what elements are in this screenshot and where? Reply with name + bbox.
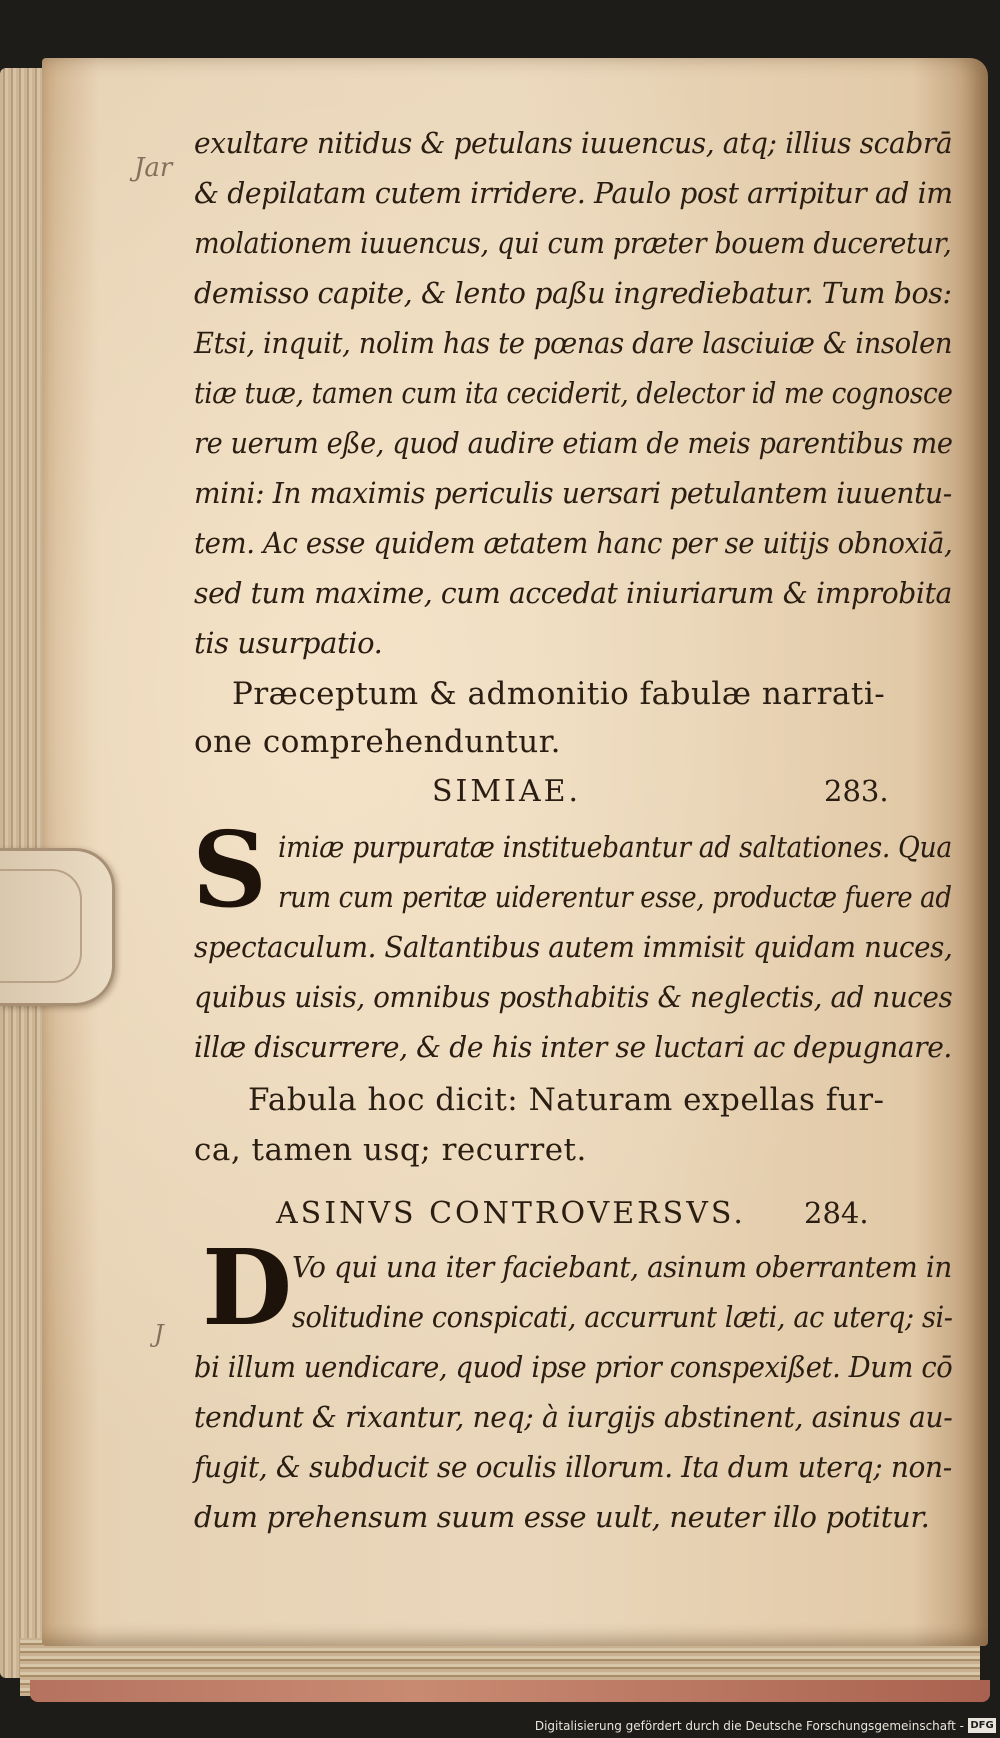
text-line: imiæ purpuratæ instituebantur ad saltationes. Qua: [278, 830, 952, 864]
text-line: sed tum maxime, cum accedat iniuriarum & improbita: [194, 576, 952, 610]
text-line: tem. Ac esse quidem ætatem hanc per se uitijs obnoxiā,: [194, 526, 953, 560]
text-line: mini: In maximis periculis uersari petulantem iuuentu-: [194, 476, 952, 510]
fable-heading: ASINVS CONTROVERSVS.: [276, 1196, 746, 1231]
text-line: exultare nitidus & petulans iuuencus, atq; illius scabrā: [194, 126, 953, 160]
moral-line: one comprehenduntur.: [194, 724, 561, 760]
text-line: illæ discurrere, & de his inter se luctari ac depugnare.: [194, 1030, 952, 1064]
text-line: solitudine conspicati, accurrunt læti, ac uterq; si-: [292, 1300, 953, 1334]
dfg-logo: DFG: [968, 1718, 996, 1733]
drop-cap-initial: D: [202, 1226, 293, 1349]
fable-heading: SIMIAE.: [432, 774, 582, 809]
marginal-note: Jar: [134, 153, 173, 183]
moral-line: Præceptum & admonitio fabulæ narrati-: [232, 676, 886, 712]
book-spread: [0, 58, 1000, 1698]
fable-number: 283.: [824, 774, 889, 808]
text-line: bi illum uendicare, quod ipse prior conspexißet. Dum cō: [194, 1350, 953, 1384]
text-line: molationem iuuencus, qui cum præter bouem duceretur,: [194, 226, 952, 260]
fable-number: 284.: [804, 1196, 869, 1230]
text-line: Etsi, inquit, nolim has te pœnas dare lasciuiæ & insolen: [194, 326, 953, 360]
page-clasp-inner: [0, 869, 82, 983]
text-line: demisso capite, & lento paßu ingrediebatur. Tum bos:: [194, 276, 952, 310]
text-line: rum cum peritæ uiderentur esse, productæ fuere ad: [278, 880, 952, 914]
text-line: fugit, & subducit se oculis illorum. Ita dum uterq; non-: [194, 1450, 952, 1484]
text-line: Vo qui una iter faciebant, asinum oberrantem in: [292, 1250, 952, 1284]
moral-line: ca, tamen usq; recurret.: [194, 1132, 587, 1168]
moral-line: Fabula hoc dicit: Naturam expellas fur-: [248, 1082, 885, 1118]
text-line: & depilatam cutem irridere. Paulo post arripitur ad im: [194, 176, 953, 210]
text-line: spectaculum. Saltantibus autem immisit quidam nuces,: [194, 930, 953, 964]
text-line: quibus uisis, omnibus posthabitis & neglectis, ad nuces: [194, 980, 953, 1014]
text-line: tendunt & rixantur, neq; à iurgijs abstinent, asinus au-: [194, 1400, 953, 1434]
text-line: tiæ tuæ, tamen cum ita ceciderit, delector id me cognosce: [194, 376, 953, 410]
footer-credit: Digitalisierung gefördert durch die Deutsche Forschungsgemeinschaft -: [534, 1719, 964, 1733]
book-page: [42, 58, 988, 1646]
page-clasp: [0, 848, 115, 1006]
text-line: tis usurpatio.: [194, 626, 383, 660]
drop-cap-initial: S: [192, 808, 268, 931]
text-line: re uerum eße, quod audire etiam de meis parentibus me: [194, 426, 953, 460]
text-line: dum prehensum suum esse uult, neuter illo potitur.: [194, 1500, 930, 1534]
marginal-note: J: [154, 1320, 164, 1348]
book-cover-edge: [30, 1680, 990, 1702]
